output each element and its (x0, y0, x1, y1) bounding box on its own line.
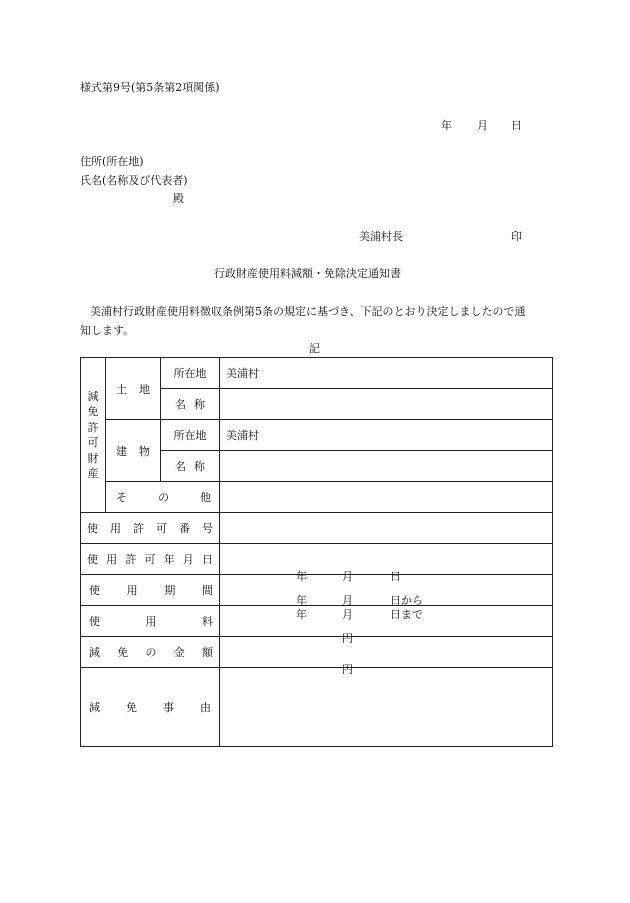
building-location-value: 美浦村 (220, 420, 553, 451)
building-label: 建 物 (106, 420, 161, 482)
building-name-value (220, 451, 553, 482)
other-label: そ の 他 (106, 482, 220, 513)
permit-date-value (220, 544, 553, 583)
period-from-day: 日から (390, 594, 423, 607)
issuer: 美浦村長 (359, 230, 403, 243)
land-name-value (220, 389, 553, 420)
reduction-amount-yen: 円 (342, 663, 353, 676)
reduction-amount-label: 減 免 の 金 額 (81, 637, 220, 668)
fee-yen: 円 (342, 632, 353, 645)
address-label: 住所(所在地) (80, 155, 144, 168)
date-month: 月 (477, 119, 488, 132)
building-name-label: 名 称 (161, 451, 220, 482)
period-to-day: 日まで (390, 608, 423, 621)
form-table (80, 357, 553, 747)
permit-number-value (220, 513, 553, 544)
fee-label: 使 用 料 (81, 606, 220, 637)
body-text-line2: 知します。 (80, 324, 135, 337)
fee-value (220, 606, 553, 645)
body-text-line1: 美浦村行政財産使用料徴収条例第5条の規定に基づき、下記のとおり決定しましたので通 (90, 305, 526, 318)
period-from-year: 年 (296, 594, 307, 607)
period-label: 使 用 期 間 (81, 575, 220, 606)
date-year: 年 (441, 119, 452, 132)
permit-number-label: 使 用 許 可 番 号 (81, 513, 220, 544)
period-from-month: 月 (342, 594, 353, 607)
reduction-amount-value (220, 637, 553, 676)
permit-date-label: 使 用 許 可 年 月 日 (81, 544, 220, 575)
permit-date-month: 月 (342, 570, 353, 583)
land-location-value: 美浦村 (220, 358, 553, 389)
ki-heading: 記 (309, 342, 320, 355)
document-title: 行政財産使用料減額・免除決定通知書 (214, 267, 401, 280)
other-value (220, 482, 553, 513)
permit-date-day: 日 (390, 570, 401, 583)
land-label: 土 地 (106, 358, 161, 420)
honorific: 殿 (173, 192, 184, 205)
property-group-label: 減 免 許 可 財 産 (81, 358, 106, 513)
reason-value (220, 668, 553, 747)
date-day: 日 (511, 119, 522, 132)
permit-date-year: 年 (296, 570, 307, 583)
land-location-label: 所在地 (161, 358, 220, 389)
period-to-month: 月 (342, 608, 353, 621)
building-location-label: 所在地 (161, 420, 220, 451)
name-label: 氏名(名称及び代表者) (80, 174, 188, 187)
reason-label: 減 免 事 由 (81, 668, 220, 747)
form-number: 様式第9号(第5条第2項関係) (80, 81, 220, 94)
land-name-label: 名 称 (161, 389, 220, 420)
period-value (220, 575, 553, 621)
seal-mark: 印 (511, 230, 522, 243)
period-to-year: 年 (296, 608, 307, 621)
